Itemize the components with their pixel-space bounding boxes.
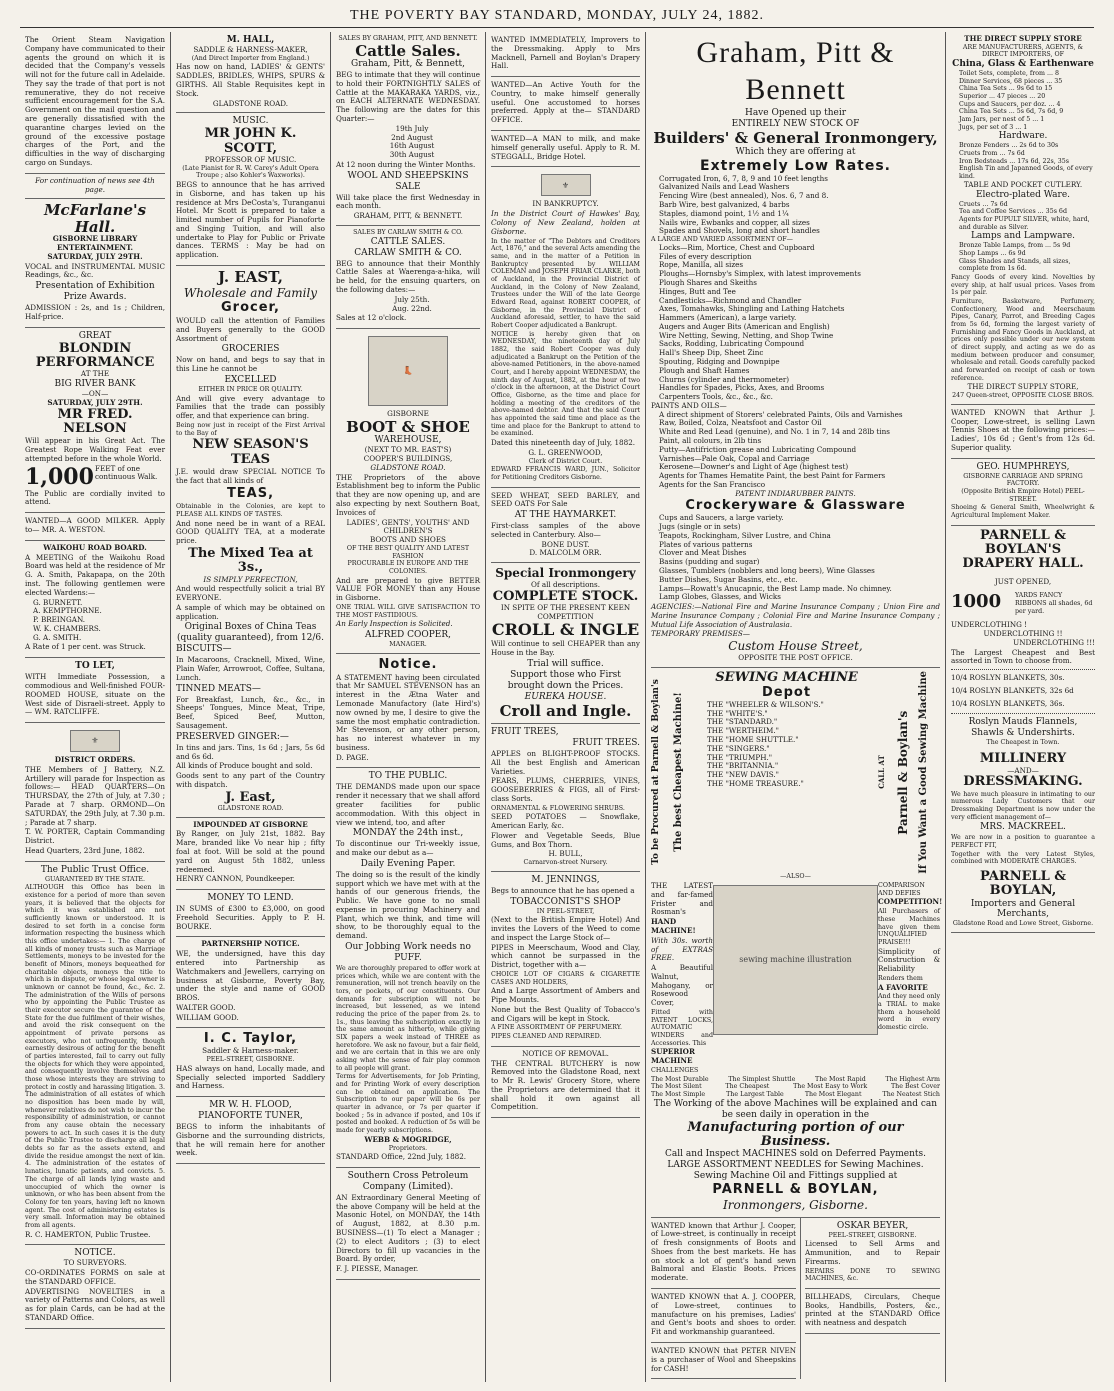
ad-notice-page: Notice. A STATEMENT having been circulated that Mr SAMUEL STEVENSON has an interest in the Ætna Water and Lemonade Manufactory (late Hird's) now owned by me, I desire to give the same the most emphatic contradiction. Mr Stevenson, or any other person, has no interest whatever in my business. D. PAGE. xyxy=(336,654,480,769)
ad-southern-cross: Southern Cross Petroleum Company (Limited). AN Extraordinary General Meeting of the above Company will be held at the Masonic Hotel, on MONDAY, the 14th of August, 1882, at 8.30 p.m. BUSINESS—(1) To elect a Manager ; (2) to elect Auditors ; (3) to elect Directors to fill up vacancies in the Board. By order, F. J. PIESSE, Manager. xyxy=(336,1168,480,1280)
ad-beyer: OSKAR BEYER, PEEL-STREET, GISBORNE. Licensed to Sell Arms and Ammunition, and to Repair Firearms. REPAIRS DONE TO SEWING MACHINES, &c. xyxy=(805,1218,940,1289)
ad-jennings: M. JENNINGS, Begs to announce that he has opened a TOBACCONIST'S SHOP IN PEEL-STREET, (Next to the British Empire Hotel) And invites the Lovers of the Weed to come and inspect the Large Stock of— PIPES in Meerschaum, Wood and Clay, which cannot be surpassed in the District, together with a— CHOICE LOT OF CIGARS & CIGARETTE CASES AND HOLDERS, And a Large Assortment of Ambers and Pipe Mounts. None but the Best Quality of Tobacco's and Cigars will be kept in Stock. A FINE ASSORTMENT OF PERFUMERY. PIPES CLEANED AND REPAIRED. xyxy=(491,872,640,1047)
feature-row: The Most Durable The Simplest Shuttle The Most Rapid The Highest Arm xyxy=(651,1075,940,1083)
ad-to-the-public: TO THE PUBLIC. THE DEMANDS made upon our space render it necessary that we shall afford greater facilities for public accommodation. With this object in view we intend, too, and after MONDAY the 24th inst., To discontinue our Tri-weekly issue, and make our debut as a— Daily Evening Paper. The doing so is the result of the kindly support which we have met with at the hands of our generous friends, the Public. We have gone to no small expense in procuring Machinery and Plant, which we think, and time will show, to be thoroughly equal to the demand. Our Jobbing Work needs no PUFF. We are thoroughly prepared to offer work at prices which, while we are content with the remuneration, will not trench heavily on the tors, or pockets, of our constituents. Our demands for subscription will not be increased, but lessened, as we intend reducing the price of the paper from 2s. to 1s., thus leaving the subscription exactly in the same amount as hitherto, while giving SIX papers a week instead of THREE as heretofore. We ask no favour, but a fair field, and we are certain that in this we are only asking what the sense of fair play common to all people will grant. Terms for Advertisements, for Job Printing, and for Printing Work of every description can be obtained on application. The Subscription to our paper will be 6s per quarter in advance, or 7s per quarter if booked ; 5s in advance if posted, and 10s if posted and booked. A reduction of 5s will be made for yearly subscriptions. WEBB & MOGRIDGE, Proprietors. STANDARD Office, 22nd July, 1882. xyxy=(336,768,480,1168)
ad-flood: MR W. H. FLOOD, PIANOFORTE TUNER, BEGS to inform the inhabitants of Gisborne and the surrounding districts, that he will remain here for another week. xyxy=(176,1097,325,1164)
column-6 xyxy=(945,32,1100,1382)
feature-row: The Most Simple The Largest Table The Most Elegant The Neatest Stich xyxy=(651,1090,940,1098)
ad-money: MONEY TO LEND. IN SUMS of £300 to £3,000, on good Freehold Securities. Apply to P. H. BOURKE. xyxy=(176,890,325,937)
ad-humphreys: GEO. HUMPHREYS, GISBORNE CARRIAGE AND SPRING FACTORY. (Opposite British Empire Hotel) PEEL-STREET. Shoeing & General Smith, Wheelwright & Agricultural Implement Maker. xyxy=(951,459,1095,526)
ad-tolet: TO LET, WITH Immediate Possession, a commodious and Well-finished FOUR-ROOMED HOUSE, situate on the West side of Disraeli-street. Apply to— WM. RATCLIFFE. xyxy=(25,658,165,723)
ad-milker: WANTED—A GOOD MILKER. Apply to— MR. A. WESTON. xyxy=(25,513,165,541)
ad-billheads: BILLHEADS, Circulars, Cheque Books, Handbills, Posters, &c., printed at the STANDARD Office with neatness and despatch xyxy=(805,1289,940,1334)
ad-sewing-machine: To be Procured at Parnell & Boylan's The best Cheapest Machine! SEWING MACHINE Depot THE "WHEELER & WILSON'S." THE "WHITE'S." THE "STANDARD." THE "WERTHEIM." THE "HOME SHUTTLE." THE "SINGERS." THE "TRIUMPH." THE "BRITANNIA." THE "NEW DAVIS." THE "HOME TREASURE." CALL AT Parnell & Boylan's If You Want a Good Sewing Machine —ALSO— THE LATEST and far-famed Frister and Rosman's HAND MACHINE! With 30s. worth of EXTRAS FREE. A Beautiful Walnut, Mahogany, or Rosewood Cover, Fitted with PATENT LOCKS, AUTOMATIC WINDERS and Accessories. This SUPERIOR MACHINE CHALLENGES sewing machine illustration COMPARISON AND DEFIES COMPETITION! All Purchasers of these Machines have given them UNQUALIFIED PRAISE!!! Simplicity of Construction & Reliability Renders them A FAVORITE And they need only a TRIAL to make them a household word in every domestic circle. The Most Durable The Simplest Shuttle The Most Rapid The Highest Arm The Most Silent The Cheapest The Most Easy to Work The Best Cover The Most Simple The Largest Table The Most Elegant The Neatest Stich The Working of the above Machines will be explained and can be seen daily in operation in the Manufacturing portion of our Business. Call and Inspect MACHINES sold on Deferred Payments. LARGE ASSORTMENT NEEDLES for Sewing Machines. Sewing Machine Oil and Fittings supplied at PARNELL & BOYLAN, Ironmongers, Gisborne. xyxy=(651,668,940,1218)
ad-wanted-3: WANTED—A MAN to milk, and make himself generally useful. Apply to R. M. STEGGALL, Bridge Hotel. xyxy=(491,131,640,167)
boot-illustration-icon: 👢 xyxy=(368,336,448,406)
ad-cooper-wanted: WANTED known that Arthur J. Cooper, of Lowe-street, is continually in receipt of fresh consignments of Boots and Shoes from the best markets. He has on stock a lot of gent's hand sewn Balmoral and Elastic Boots. Prices moderate. xyxy=(651,1218,796,1289)
ad-hall: M. HALL, SADDLE & HARNESS-MAKER, (And Direct Importer from England.) Has now on hand, LADIES' & GENTS' SADDLES, BRIDLES, WHIPS, SPURS & GIRTHS. All Stable Requisites kept in Stock. GLADSTONE ROAD. xyxy=(176,32,325,113)
ad-removal: NOTICE OF REMOVAL. THE CENTRAL BUTCHERY is now Removed into the Gladstone Road, next to Mr R. Lewis' Grocery Store, where the Proprietors are determined that it shall hold it own against all Competition. xyxy=(491,1047,640,1118)
sewing-machine-illustration-icon: sewing machine illustration xyxy=(713,885,878,1035)
ad-croll-ingle: Special Ironmongery Of all descriptions. COMPLETE STOCK. IN SPITE OF THE PRESENT KEEN COMPETITION CROLL & INGLE Will continue to sell CHEAPER than any House in the Bay. Trial will suffice. Support those who First brought down the Prices. EUREKA HOUSE. Croll and Ingle. xyxy=(491,563,640,724)
feature-row: The Most Silent The Cheapest The Most Easy to Work The Best Cover xyxy=(651,1083,940,1091)
coat-of-arms-icon: ⚜ xyxy=(70,730,120,752)
ad-impounded: IMPOUNDED AT GISBORNE By Ranger, on July 21st, 1882. Bay Mare, branded like Vo near hip ; fifty foal at foot. Will be sold at the pound yard on August 5th 1882, unless redeemed. HENRY CANNON, Poundkeeper. xyxy=(176,818,325,890)
column-4 xyxy=(485,32,645,1382)
ad-bankruptcy: ⚜ IN BANKRUPTCY. In the District Court of Hawkes' Bay, Colony of New Zealand, holden at Gisborne. In the matter of "The Debtors and Creditors Act, 1876," and the several Acts amending the same, and in the matter of a Petition in Bankruptcy presented by WILLIAM COLEMAN and JOSEPH FRIAR CLARKE, both of Auckland, in the Provincial District of Auckland, in the Colony of New Zealand, Trustees under the Will of the late George Edward Read, against ROBERT COOPER, of Gisborne, in the Provincial District of Auckland aforesaid, settler, to have the said Robert Cooper adjudicated a Bankrupt. NOTICE is hereby given that on WEDNESDAY, the nineteenth day of July 1882, the said Robert Cooper was duly adjudicated a Bankrupt on the Petition of the above-named Petitioners, in the above-named Court, and I hereby appoint WEDNESDAY, the ninth day of August, 1882, at the hour of two o'clock in the afternoon, at the District Court Office, Gisborne, as the time and place for holding a meeting of the creditors of the above-named debtor. And that the said Court has appointed the said time and place as the time and place for the Bankrupt to attend to be examined. Dated this nineteenth day of July, 1882. G. L. GREENWOOD, Clerk of District Court. EDWARD FFRANCIS WARD, JUN., Solicitor for Petitioning Creditors Gisborne. xyxy=(491,167,640,487)
ad-mcfarlane: McFarlane's Hall. GISBORNE LIBRARY ENTERTAINMENT. SATURDAY, JULY 29TH. VOCAL and INSTRUMENTAL MUSIC Readings, &c., &c. Presentation of Exhibition Prize Awards. ADMISSION : 2s, and 1s ; Children, Half-price. xyxy=(25,199,165,327)
columns xyxy=(20,32,1100,1382)
ad-boot-shoe: 👢 GISBORNE BOOT & SHOE WAREHOUSE, (NEXT TO MR. EAST'S) COOPER'S BUILDINGS, GLADSTONE ROAD. THE Proprietors of the above Establishment beg to inform the Public that they are now opening up, and are also expecting by next Southern Boat, Invoices of LADIES', GENTS', YOUTHS' AND CHILDREN'S BOOTS AND SHOES OF THE BEST QUALITY AND LATEST FASHION PROCURABLE IN EUROPE AND THE COLONIES. And are prepared to give BETTER VALUE FOR MONEY than any House in Gisborne. ONE TRIAL WILL GIVE SATISFACTION TO THE MOST FASTIDIOUS. An Early Inspection is Solicited. ALFRED COOPER, MANAGER. xyxy=(336,329,480,654)
bottom-ads xyxy=(651,1218,940,1380)
ad-cooper-tennis: WANTED KNOWN that Arthur J. Cooper, Lowe-street, is selling Lawn Tennis Shoes at the following prices:— Ladies', 10s 6d ; Gent's from 12s 6d. Superior quality. xyxy=(951,405,1095,459)
ad-fruit-trees: FRUIT TREES, FRUIT TREES. APPLES on BLIGHT-PROOF STOCKS. All the best English and American Varieties. PEARS, PLUMS, CHERRIES, VINES, GOOSEBERRIES & FIGS, all of First-class Sorts. ORNAMENTAL & FLOWERING SHRUBS. SEED POTATOES — Snowflake, American Early, &c. Flower and Vegetable Seeds, Blue Gums, and Box Thorn. H. BULL, Carnarvon-street Nursery. xyxy=(491,724,640,872)
column-1 xyxy=(20,32,170,1382)
ad-gpb-cattle: SALES BY GRAHAM, PITT, AND BENNETT. Cattle Sales. Graham, Pitt, & Bennett, BEG to intimate that they will continue to hold their FORTNIGHTLY SALES of Cattle at the MAKARAKA YARDS, viz., on EACH ALTERNATE WEDNESDAY. The following are the dates for this Quarter:— 19th July 2nd August 16th August 30th August At 12 noon during the Winter Months. WOOL AND SHEEPSKINS SALE Will take place the first Wednesday in each month. GRAHAM, PITT, & BENNETT. xyxy=(336,32,480,226)
ad-cooper-wanted-2: WANTED KNOWN that A. J. COOPER, of Lowe-street, continues to manufacture on his premises, Ladies' and Gent's boots and shoes to order. Fit and workmanship guaranteed. xyxy=(651,1289,796,1343)
ad-carlaw: SALES BY CARLAW SMITH & CO. CATTLE SALES. CARLAW SMITH & CO. BEG to announce that their Monthly Cattle Sales at Waerenga-a-hika, will be held, for the ensuing quarters, on the following dates:— July 25th. Aug. 22nd. Sales at 12 o'clock. xyxy=(336,226,480,329)
column-3 xyxy=(330,32,485,1382)
ad-niven: WANTED KNOWN that PETER NIVEN is a purchaser of Wool and Sheepskins for CASH! xyxy=(651,1343,796,1379)
masthead: THE POVERTY BAY STANDARD, MONDAY, JULY 24, 1882. xyxy=(20,8,1094,28)
ad-seed: SEED WHEAT, SEED BARLEY, and SEED OATS For Sale AT THE HAYMARKET. First-class samples of the above selected in Canterbury. Also— BONE DUST. D. MALCOLM ORR. xyxy=(491,488,640,564)
news-orient: The Orient Steam Navigation Company have communicated to their agents the ground on which it is decided that the Company's vessels will not for the future call in Adelaide. They say the trade of that port is not remunerative, they do not receive sufficient encouragement for the S.A. Government on the mail question and are generally dissatisfied with the quarantine charges levied on the ground of the excessive postage charges of the Port, and the difficulties in the way of discharging cargo on Sundays. xyxy=(25,32,165,174)
news-continuation: For continuation of news see 4th page. xyxy=(25,174,165,200)
ad-district: ⚜ DISTRICT ORDERS. THE Members of J Battery, N.Z. Artillery will parade for Inspection as follows:— HEAD QUARTERS—On THURSDAY, the 27th of July, at 7.30 ; Parade at 7 sharp. ORMOND—On SATURDAY, the 29th July, at 7.30 p.m. ; Parade at 7 sharp. T. W. PORTER, Captain Commanding District. Head Quarters, 23rd June, 1882. xyxy=(25,723,165,862)
ad-drapery-hall: PARNELL & BOYLAN'S DRAPERY HALL. JUST OPENED, 1000 YARDS FANCY RIBBONS all shades, 6d per yard. UNDERCLOTHING ! UNDERCLOTHING !! UNDERCLOTHING !!! The Largest Cheapest and Best assorted in Town to choose from. 10/4 ROSLYN BLANKETS, 30s. 10/4 ROSLYN BLANKETS, 32s 6d 10/4 ROSLYN BLANKETS, 36s. Roslyn Mauds Flannels, Shawls & Undershirts. The Cheapest in Town. MILLINERY —AND— DRESSMAKING. We have much pleasure in intimating to our numerous Lady Customers that our Dressmaking Department is now under the very efficient management of— MRS. MACKREEL. We are now in a position to guarantee a PERFECT FIT, Together with the very Latest Styles, combined with MODERATE CHARGES. PARNELL & BOYLAN, Importers and General Merchants, Gladstone Road and Lowe Street, Gisborne. xyxy=(951,526,1095,933)
ad-east: J. EAST, Wholesale and Family Grocer, WOULD call the attention of Families and Buyers generally to the GOOD Assortment of GROCERIES Now on hand, and begs to say that in this Line he cannot be EXCELLED EITHER IN PRICE OR QUALITY. And will give every advantage to Families that the trade can possibly offer, and that experience can bring. Being now just in receipt of the First Arrival to the Bay of NEW SEASON'S TEAS J.E. would draw SPECIAL NOTICE To the fact that all kinds of TEAS, Obtainable in the Colonies, are kept to PLEASE ALL KINDS OF TASTES. And none need be in want of a REAL GOOD QUALITY TEA, at a moderate price. The Mixed Tea at 3s., IS SIMPLY PERFECTION, And would respectfully solicit a trial BY EVERYONE. A sample of which may be obtained on application. Original Boxes of China Teas (quality guaranteed), from 12/6. BISCUITS— In Macaroons, Cracknell, Mixed, Wine, Plain Wafer, Arrowroot, Coffee, Sultana, Lunch. TINNED MEATS— For Breakfast, Lunch, &c., &c., in Sheeps' Tongues, Mince Meat, Tripe, Beef, Spiced Beef, Mutton, Sausagement. PRESERVED GINGER:— In tins and jars. Tins, 1s 6d ; Jars, 5s 6d and 6s 6d. All kinds of Produce bought and sold. Goods sent to any part of the Country with dispatch. J. East, GLADSTONE ROAD. xyxy=(176,266,325,818)
column-5 xyxy=(645,32,945,1382)
ad-scott: MUSIC. MR JOHN K. SCOTT, PROFESSOR OF MUSIC. (Late Pianist for R. W. Carey's Adult Opera Troupe ; also Kohler's Waxworks). BEGS to announce that he has arrived in Gisborne, and has taken up his residence at Mrs DeCosta's, Turanganui Hotel. Mr Scott is prepared to take a limited number of Pupils for Pianoforte and Singing Tuition, and will also undertake to Play for Public or Private dances. TERMS : May be had on application. xyxy=(176,113,325,266)
ad-surveyors: NOTICE. TO SURVEYORS. CO-ORDINATES FORMS on sale at the STANDARD OFFICE. ADVERTISING NOVELTIES in a variety of Patterns and Colors, as well as for plain Cards, can be had at the STANDARD Office. xyxy=(25,1245,165,1328)
ad-wanted-1: WANTED IMMEDIATELY, Improvers to the Dressmaking. Apply to Mrs Macknell, Parnell and Boylan's Drapery Hall. xyxy=(491,32,640,77)
coat-of-arms-icon: ⚜ xyxy=(541,174,591,196)
ad-gpb-ironmongery: Graham, Pitt & Bennett Have Opened up their ENTIRELY NEW STOCK OF Builders' & General Ironmongery, Which they are offering at Extremely Low Rates. Corrugated Iron, 6, 7, 8, 9 and 10 feet lengths Galvanized Nails and Lead Washers Fencing Wire (best annealed), Nos. 6, 7 and 8. Barb Wire, best galvanized, 4 barbs Staples, diamond point, 1½ and 1¼ Nails wire, Ewbanks and copper, all sizes Spades and Shovels, long and short handles A LARGE AND VARIED ASSORTMENT OF— Locks—Rim, Mortice, Chest and Cupboard Files of every description Rope, Manilla, all sizes Ploughs—Hornsby's Simplex, with latest improvements Plough Shares and Skeiths Hinges, Butt and Tee Candlesticks—Richmond and Chandler Axes, Tomahawks, Shingling and Lathing Hatchets Hammers (American), a large variety. Augers and Auger Bits (American and English) Wire Netting, Sewing, Netting, and Shop Twine Sacks, Rodding, Lubricating Compound Hall's Sheep Dip, Sheet Zinc Spouting, Ridging and Downpipe Plough and Shaft Hames Churns (cylinder and thermometer) Handles for Spades, Picks, Axes, and Brooms Carpenters Tools, &c., &c., &c. PAINTS AND OILS— A direct shipment of Storers' celebrated Paints, Oils and Varnishes Raw, Boiled, Colza, Neatsfoot and Castor Oil White and Red Lead (genuine), and No. 1 in 7, 14 and 28lb tins Paint, all colours, in 2lb tins Putty—Antifriction grease and Lubricating Compound Varnishes—Pale Oak, Copal and Carriage Kerosene—Downer's and Light of Age (highest test) Agents for Thames Hematite Paint, the best Paint for Farmers Agents for the San Francisco PATENT INDIARUBBER PAINTS. Crockeryware & Glassware Cups and Saucers, a large variety. Jugs (single or in sets) Teapots, Rockingham, Silver Lustre, and China Plates of various patterns Clover and Meat Dishes Basins (pudding and sugar) Glasses, Tumblers (nobblers and long beers), Wine Glasses Butter Dishes, Sugar Basins, etc., etc. Lamps—Rowatt's Anucapnic, the Best Lamp made. No chimney. Lamp Globes, Glasses, and Wicks AGENCIES:—National Fire and Marine Insurance Company ; Union Fire and Marine Insurance Company ; Colonial Fire and Marine Insurance Company ; Mutual Life Association of Australasia. TEMPORARY PREMISES— Custom House Street, OPPOSITE THE POST OFFICE. xyxy=(651,32,940,668)
ad-waikohu: WAIKOHU ROAD BOARD. A MEETING of the Waikohu Road Board was held at the residence of Mr G. A. Smith, Pakapapa, on the 20th inst. The following gentlemen were elected Wardens:— G. BURNETT. A. KEMPTHORNE. P. BREINGAN. W. K. CHAMBERS. G. A. SMITH. A Rate of 1 per cent. was Struck. xyxy=(25,541,165,658)
ad-partnership: PARTNERSHIP NOTICE. WE, the undersigned, have this day entered into Partnership as Watchmakers and Jewellers, carrying on business at Gisborne, Poverty Bay, under the style and name of GOOD BROS. WALTER GOOD. WILLIAM GOOD. xyxy=(176,937,325,1028)
ad-wanted-2: WANTED—An Active Youth for the Country, to make himself generally useful. One accustomed to horses preferred. Apply at the— STANDARD OFFICE. xyxy=(491,77,640,131)
ad-taylor: I. C. Taylor, Saddler & Harness-maker. PEEL-STREET, GISBORNE. HAS always on hand, Locally made, and Specially selected imported Saddlery and Harness. xyxy=(176,1028,325,1097)
column-2 xyxy=(170,32,330,1382)
ad-public-trust: The Public Trust Office. GUARANTEED BY THE STATE. ALTHOUGH this Office has been in existence for a period of more than seven years, it is believed that the objects for which it was established are not sufficiently known or understood. It is desired to set forth in a concise form information respecting the business which this office undertakes:— 1. The charge of all kinds of money trusts such as Marriage Settlements, moneys to be invested for the benefit of Minors, moneys bequeathed for charitable objects, moneys the title to which is in dispute, or whose legal owner is unknown or cannot be found, &c., &c. 2. The administration of the Wills of persons who by appointing the Public Trustee as their executor secure the guarantee of the State for the due fulfilment of their wishes, and avoid the risk consequent on the appointment of private persons as executors, who not unfrequently, though earnestly desirous of acting for the benefit of parties interested, fail to carry out fully the objects for which they were appointed, and consequently involve themselves and those whose interests they are striving to protect in costly and harassing litigation. 3. The administration of all estates of which no disposition has been made by will, whenever relatives do not wish to incur the responsibility of administration, or cannot from any cause obtain the necessary powers to act. In such cases it is the duty of the Public Trustee to discharge all legal debts so far as the assets extend, and divide the residue amongst the next of kin. 4. The administration of the estates of lunatics, lunatic patients, and convicts. 5. The charge of all lands lying waste and unoccupied of which the owner is unknown, or who has been absent from the Colony for ten years, having left no known agent. The cost of administering estates is very small. Information may be obtained from all agents. R. C. HAMERTON, Public Trustee. xyxy=(25,862,165,1246)
ad-direct-supply: THE DIRECT SUPPLY STORE ARE MANUFACTURERS, AGENTS, & DIRECT IMPORTERS, OF China, Glass & Earthenware Toilet Sets, complete, from ... 8 Dinner Services, 68 pieces ... 35 China Tea Sets ... 9s 6d to 15 Superior ... 47 pieces ... 20 Cups and Saucers, per doz. ... 4 China Tea Sets ... 5s 6d, 7s 6d, 9 Jam Jars, per nest of 5 ... 1 Jugs, per set of 3 ... 1 Hardware. Bronze Fenders ... 2s 6d to 30s Cruets from ... 7s 6d Iron Bedsteads ... 17s 6d, 22s, 35s English Tin and Japanned Goods, of every kind. TABLE AND POCKET CUTLERY. Electro-plated Ware. Cruets ... 7s 6d Tea and Coffee Services ... 35s 6d Agents for PUPULT SILVER, white, hard, and durable as Silver. Lamps and Lampware. Bronze Table Lamps, from ... 5s 9d Shop Lamps ... 6s 9d Glass Shades and Stands, all sizes, complete from 1s 6d. Fancy Goods of every kind. Novelties by every ship, at half usual prices. Vases from 1s per pair. Furniture, Basketware, Perfumery, Confectionery, Wood and Meerschaum Pipes, Canary, Parrot, and Breeding Cages from 5s 6d, forming the largest variety of Furnishing and Fancy Goods in Auckland, at prices only possible under our new system of direct supply, and acting as we do as medium between producer and consumer, wholesale and retail. Goods carefully packed and forwarded on receipt of cash or town reference. THE DIRECT SUPPLY STORE, 247 Queen-street, OPPOSITE CLOSE BROS. xyxy=(951,32,1095,405)
ad-blondin: GREAT BLONDIN PERFORMANCE AT THE BIG RIVER BANK —ON— SATURDAY, JULY 29TH. MR FRED. NELSON Will appear in his Great Act. The Greatest Rope Walking Feat ever attempted before in the whole World. 1,000 FEET of one continuous Walk. The Public are cordially invited to attend. xyxy=(25,328,165,514)
